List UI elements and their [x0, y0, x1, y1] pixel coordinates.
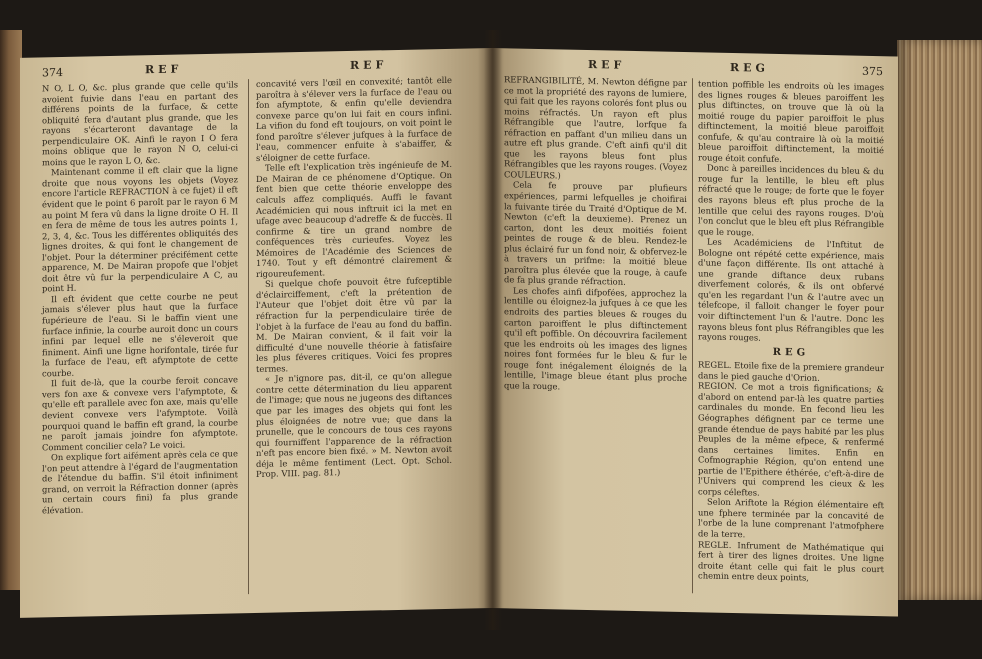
column-divider — [692, 78, 693, 593]
right-page-column-1 — [504, 74, 687, 394]
paragraph: Donc à pareilles incidences du bleu & du rouge fur la lentille, le bleu eft plus réfracté que le rouge; de forte que le foyer des rayons bleus eft plus proche de la lentille que celui des rayons rouges. D'où l'on conclut que le bleu eft plus Réfrangible que le rouge. — [698, 162, 884, 238]
right-page-column-2 — [698, 78, 884, 585]
paragraph: Maintenant comme il eft clair que la ligne droite que nous voyons les objets (Voyez encore l'article REFRACTION à ce fujet) il eft évident que le point 6 paroît par le rayon 6 M au point M fera vû dans la ligne droite O H. Il en fera de même de tous les autres points 1, 2, 3, 4, &c. Tous les différentes obliquités des lignes droites, & qui font le changement de l'objet. Pour la déterminer précifément cette apparence, M. De Mairan propofe que l'objet doit être vû fur la perpendiculaire A C, au point H. — [42, 163, 238, 294]
paragraph: Il eft évident que cette courbe ne peut jamais s'élever plus haut que la furface fupérieure de l'eau. Si le baffin vient une furface infinie, la courbe auroit donc un cours infini par lequel elle ne s'éleveroit que finiment. Ainfi une ligne horifontale, tirée fur la furface de l'eau, eft afymptote de cette courbe. — [42, 290, 238, 379]
right-page-header-left: REF — [588, 58, 626, 72]
paragraph: Cela fe prouve par plufieurs expériences, parmi lefquelles je choifirai la fuivante tirée du Traité d'Optique de M. Newton (c'eft la deuxieme). Prenez un carton, dont les deux moitiés foient peintes de rouge & de bleu. Rendez-le plus éclairé fur un fond noir, & obfervez-le à travers un prifme: la moitié bleue paroîtra plus élevée que la rouge, à caufe de fa plus grande réfraction. — [504, 179, 687, 288]
entry: REGEL. Etoile fixe de la premiere grandeur dans le pied gauche d'Orion. — [698, 359, 884, 383]
section-heading: REG — [772, 346, 810, 359]
left-page-edges — [0, 30, 22, 590]
right-page-header-right: REG — [730, 60, 769, 75]
column-divider — [248, 79, 249, 594]
left-page-column-1 — [42, 79, 238, 516]
paragraph: Selon Ariftote la Région élémentaire eft une fphere terminée par la concavité de l'orbe de la lune comprenant l'atmofphere de la terre. — [698, 496, 884, 540]
paragraph: Telle eft l'explication très ingénieufe de M. De Mairan de ce phénomene d'Optique. On fent bien que cette théorie enveloppe des calculs affez compliqués. Auffi le favant Académicien qui nous inftruit ici la met en ufage avec beaucoup d'adreffe & de fuccès. Il confirme & tire un grand nombre de conféquences très curieufes. Voyez les Mémoires de l'Académie des Sciences de 1740. Tout y eft démontré clairement & rigoureufement. — [256, 159, 452, 279]
left-page-header-left: REF — [145, 62, 183, 77]
paragraph: Les chofes ainfi difpofées, approchez la lentille ou éloignez-la jufques à ce que les endroits des parties bleues & rouges du carton paroiffent le plus diftinctement qu'il eft poffible. On découvrira facilement que les endroits où les images des lignes noires font formées fur le bleu & fur le rouge font inégalement éloignés de la lentille, l'image bleue étant plus proche que la rouge. — [504, 285, 687, 392]
entry: REGION. Ce mot a trois fignifications; & d'abord on entend par-là les quatre parties cardinales du monde. En fecond lieu les Géographes défignent par ce terme une grande étendue de pays habité par les plus Peuples de la même efpece, & renfermé dans certaines limites. Enfin en Cofmographie Région, qu'on entend une partie de l'Epithere éthérée, c'eft-à-dire de l'Univers qui comprend les cieux & les corps céleftes. — [698, 380, 884, 498]
paragraph: « Je n'ignore pas, dit-il, ce qu'on allegue contre cette détermination du lieu apparent de l'image; que nous ne jugeons des diftances que par les images des objets qui font les plus éloignées de notre vue; que dans la prunelle, que le concours de tous ces rayons qui fourniffent l'apparence de la réfraction n'eft pas encore bien fixé. » M. Newton avoit déja le même fentiment (Lect. Opt. Schol. Prop. VIII. pag. 81.) — [256, 370, 452, 480]
book-gutter — [484, 30, 502, 630]
right-page-number: 375 — [862, 64, 883, 79]
paragraph: tention poffible les endroits où les images des lignes rouges & bleues paroiffent les plus diftinctes, on trouve que là où la moitié rouge du papier paroiffoit le plus diftinctement, la moitié bleue paroiffoit confufe, & qu'au contraire là où la moitié bleue paroiffoit diftinctement, la moitié rouge étoit confufe. — [698, 78, 884, 164]
paragraph: N O, L O, &c. plus grande que celle qu'ils avoient fuivie dans l'eau en partant des différens points de la furface, & cette obliquité fera d'autant plus grande, que les rayons s'écarteront davantage de la perpendiculaire OK. Ainfi le rayon I O fera moins oblique que le rayon N O, celui-ci moins que le rayon L O, &c. — [42, 79, 238, 168]
paragraph: concavité vers l'œil en convexité; tantôt elle paroîtra à s'élever vers la furface de l'eau ou fon afymptote, & enfin qu'elle deviendra convexe parce qu'on lui fait en cours infini. La vifion du fond eft toujours, on voit point le fond paroître s'élever jufques à la furface de l'eau, commencer enfuite à s'abaiffer, & s'éloigner de cette furface. — [256, 74, 452, 163]
left-page-column-2 — [256, 75, 452, 480]
entry: REGLE. Infrument de Mathématique qui fert à tirer des lignes droites. Une ligne droite étant celle qui fait le plus court chemin entre deux points, — [698, 538, 884, 583]
paragraph: REFRANGIBILITÉ, M. Newton défigne par ce mot la propriété des rayons de lumiere, qui fait que les rayons colorés font plus ou moins réfractés. Un rayon eft plus Réfrangible que l'autre, lorfque fa réfraction en paffant d'un milieu dans un autre eft plus grande. C'eft ainfi qu'il dit que les rayons bleus font plus Réfrangibles que les rayons rouges. (Voyez COULEURS.) — [504, 74, 687, 181]
right-page — [492, 48, 898, 617]
paragraph: Les Académiciens de l'Inftitut de Bologne ont répété cette expérience, mais d'une façon différente. Ils ont attaché à une grande diftance deux rubans diverfement colorés, & ils ont obfervé qu'en les regardant l'un & l'autre avec un télefcope, il falloit changer le foyer pour voir diftinctement l'un & l'autre. Donc les rayons bleus font plus Réfrangibles que les rayons rouges. — [698, 236, 884, 343]
left-page-number: 374 — [42, 65, 63, 80]
left-page — [20, 48, 492, 618]
paragraph: On explique fort aifément après cela ce que l'on peut attendre à l'égard de l'augmentation de l'étendue du baffin. S'il étoit infiniment grand, on verroit la Réfraction donner (après un certain cours fini) fa plus grande élévation. — [42, 448, 238, 516]
paragraph: Il fuit de-là, que la courbe feroit concave vers fon axe & convexe vers l'afymptote, & qu'elle eft parallele avec fon axe, mais qu'elle devient convexe vers l'afymptote. Voilà pourquoi quand le baffin eft grand, la courbe ne paroît jamais joindre fon afymptote. Comment concilier cela? Le voici. — [42, 374, 238, 453]
right-page-edges — [897, 40, 982, 600]
left-page-header-right: REF — [350, 58, 388, 72]
paragraph: Si quelque chofe pouvoit être fufceptible d'éclairciffement, c'eft la prétention de l'Auteur que l'objet doit être vû par la réfraction fur la perpendiculaire tirée de l'objet à la furface de l'eau au fond du baffin. M. De Mairan convient, & il fait voir la difficulté d'une nouvelle théorie à fatisfaire les plus féveres critiques. Voici fes propres termes. — [256, 275, 452, 374]
